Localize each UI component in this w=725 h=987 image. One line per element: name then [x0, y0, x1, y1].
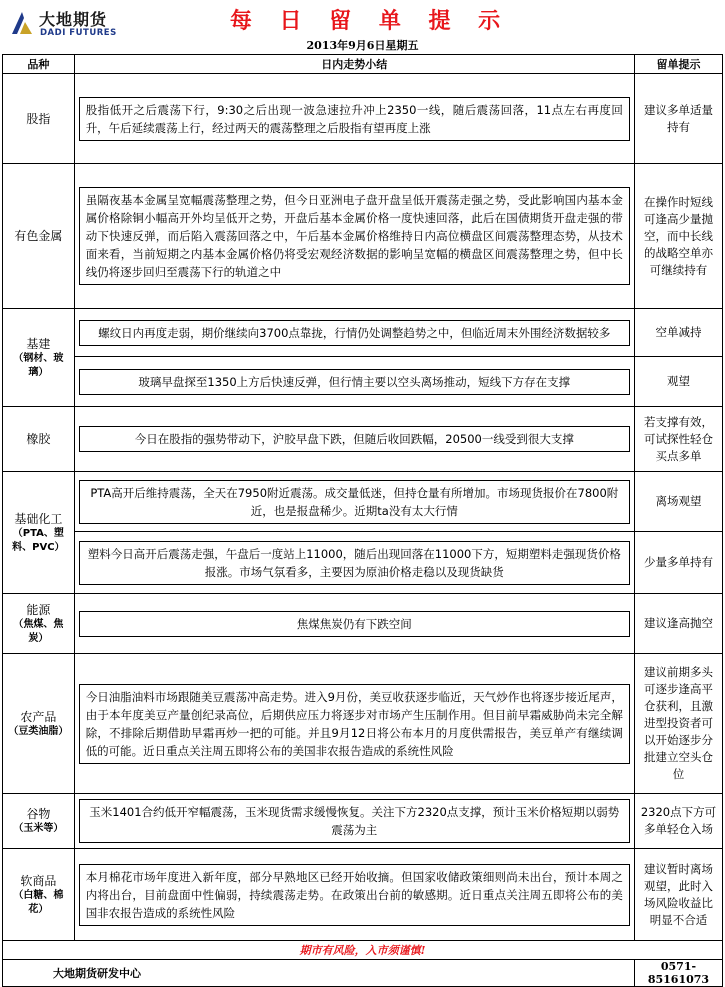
row-trend-cell — [74, 532, 634, 594]
row-tip: 少量多单持有 — [634, 532, 722, 594]
row-trend-cell — [74, 164, 634, 309]
report-date: 2013年9月6日星期五 — [306, 39, 419, 52]
row-trend-cell — [74, 74, 634, 164]
table-row — [3, 532, 723, 594]
category-name: 基建 — [26, 336, 51, 351]
category-name: 农产品 — [20, 709, 57, 724]
row-category — [3, 309, 75, 407]
footer-row — [3, 960, 723, 987]
row-trend-cell — [74, 594, 634, 654]
table-header-row — [3, 55, 723, 74]
row-tip: 离场观望 — [634, 472, 722, 532]
column-header-category: 品种 — [3, 55, 75, 74]
row-tip: 观望 — [634, 357, 722, 407]
trend-summary: 塑料今日高开后震荡走强，午盘后一度站上11000，随后出现回落在11000下方，短期塑料走强现货价格报涨。市场气氛看多，主要因为原油价格走稳以及现货缺货 — [79, 541, 630, 585]
risk-warning-row — [3, 941, 723, 960]
table-row — [3, 849, 723, 941]
column-header-tip: 留单提示 — [634, 55, 722, 74]
category-name: 股指 — [26, 111, 51, 126]
dadi-logo-icon — [10, 10, 34, 36]
row-trend-cell — [74, 654, 634, 794]
row-trend-cell — [74, 309, 634, 357]
row-tip: 建议多单适量持有 — [634, 74, 722, 164]
category-name: 软商品 — [20, 873, 57, 888]
row-category — [3, 472, 75, 594]
row-category — [3, 654, 75, 794]
row-tip: 建议逢高抛空 — [634, 594, 722, 654]
risk-warning: 期市有风险，入市须谨慎! — [3, 941, 723, 960]
row-trend-cell — [74, 794, 634, 849]
row-category — [3, 794, 75, 849]
trend-summary: 焦煤焦炭仍有下跌空间 — [79, 611, 630, 637]
category-sub: （豆类油脂） — [8, 725, 69, 737]
logo-text-cn: 大地期货 — [39, 10, 108, 29]
trend-summary: 本月棉花市场年度进入新年度，部分早熟地区已经开始收摘。但国家收储政策细则尚未出台，预计本周之内将出台，目前盘面中性偏弱，持续震荡走势。在政策出台前的敏感期。近日重点关注周五即将公布的美国非农报告造成的系统性风险 — [79, 864, 630, 926]
row-trend-cell — [74, 407, 634, 472]
trend-summary: 虽隔夜基本金属呈宽幅震荡整理之势，但今日亚洲电子盘开盘呈低开震荡走强之势，受此影响国内基本金属价格除铜小幅高开外均呈低开之势，开盘后基本金属价格一度快速回落，此后在国债期货开盘走强的带动下快速反弹，而后陷入震荡回落之中，午后基本金属价格维持日内高位横盘区间震荡整理态势，从技术面来看，当前短期之内基本金属价格仍将受宏观经济数据的影响呈宽幅的横盘区间震荡整理之势，但中长线仍将逐步回归至震荡下行的轨道之中 — [79, 187, 630, 285]
row-category — [3, 407, 75, 472]
trend-summary: 玻璃早盘探至1350上方后快速反弹，但行情主要以空头离场推动，短线下方存在支撑 — [79, 369, 630, 395]
category-sub: （白糖、棉花） — [13, 889, 64, 915]
row-tip: 在操作时短线可逢高少量抛空，而中长线的战略空单亦可继续持有 — [634, 164, 722, 309]
category-sub: （玉米等） — [13, 823, 64, 834]
row-tip: 2320点下方可多单轻仓入场 — [634, 794, 722, 849]
row-tip: 空单减持 — [634, 309, 722, 357]
category-sub: （PTA、塑料、PVC） — [12, 527, 65, 553]
tips-table — [2, 54, 723, 987]
trend-summary: 玉米1401合约低开窄幅震荡，玉米现货需求缓慢恢复。关注下方2320点支撑，预计玉米价格短期以弱势震荡为主 — [79, 799, 630, 843]
column-header-trend: 日内走势小结 — [74, 55, 634, 74]
table-row — [3, 472, 723, 532]
row-tip: 建议前期多头可逐步逢高平仓获利，且激进型投资者可以开始逐步分批建立空头仓位 — [634, 654, 722, 794]
row-category — [3, 74, 75, 164]
table-row — [3, 309, 723, 357]
category-name: 橡胶 — [26, 432, 51, 446]
row-tip: 建议暂时离场观望，此时入场风险收益比明显不合适 — [634, 849, 722, 941]
row-category — [3, 849, 75, 941]
trend-summary: 今日油脂油料市场跟随美豆震荡冲高走势。进入9月份，美豆收获逐步临近，天气炒作也将逐步接近尾声，由于本年度美豆产量创纪录高位，后期供应压力将逐步对市场产生压制作用。但目前早霜威胁尚未完全解除，不排除后期借助早霜再炒一把的可能。并且9月12日将公布本月的月度供需报告，美豆单产有继续调低的可能。近日重点关注周五即将公布的美国非农报告造成的系统性风险 — [79, 684, 630, 764]
category-sub: （焦煤、焦炭） — [13, 618, 64, 644]
table-row — [3, 74, 723, 164]
row-category — [3, 594, 75, 654]
row-tip: 若支撑有效，可试探性轻仓买点多单 — [634, 407, 722, 472]
logo-text-en: DADI FUTURES — [40, 28, 117, 38]
research-center-name: 大地期货研发中心 — [3, 960, 635, 987]
table-row — [3, 594, 723, 654]
row-trend-cell — [74, 849, 634, 941]
trend-summary: 股指低开之后震荡下行，9:30之后出现一波急速拉升冲上2350一线，随后震荡回落，11点左右再度回升，午后延续震荡上行，经过两天的震荡整理之后股指有望再度上涨 — [79, 97, 630, 141]
table-row — [3, 164, 723, 309]
contact-phone: 0571-85161073 — [634, 960, 722, 987]
page-title: 每 日 留 单 提 示 — [229, 9, 511, 34]
category-sub: （钢材、玻璃） — [13, 352, 64, 378]
trend-summary: PTA高开后维持震荡，全天在7950附近震荡。成交量低迷，但持仓量有所增加。市场现货报价在7800附近，也是报盘稀少。近期ta没有太大行情 — [79, 480, 630, 524]
category-name: 能源 — [26, 602, 51, 617]
row-trend-cell — [74, 357, 634, 407]
category-name: 有色金属 — [14, 229, 63, 243]
category-name: 基础化工 — [14, 511, 63, 526]
row-category — [3, 164, 75, 309]
header — [0, 0, 725, 56]
table-row — [3, 654, 723, 794]
trend-summary: 今日在股指的强势带动下，沪胶早盘下跌，但随后收回跌幅，20500一线受到很大支撑 — [79, 426, 630, 452]
table-row — [3, 407, 723, 472]
table-row — [3, 794, 723, 849]
table-row — [3, 357, 723, 407]
category-name: 谷物 — [26, 807, 51, 821]
trend-summary: 螺纹日内再度走弱，期价继续向3700点靠拢，行情仍处调整趋势之中，但临近周末外围经济数据较多 — [79, 320, 630, 346]
row-trend-cell — [74, 472, 634, 532]
